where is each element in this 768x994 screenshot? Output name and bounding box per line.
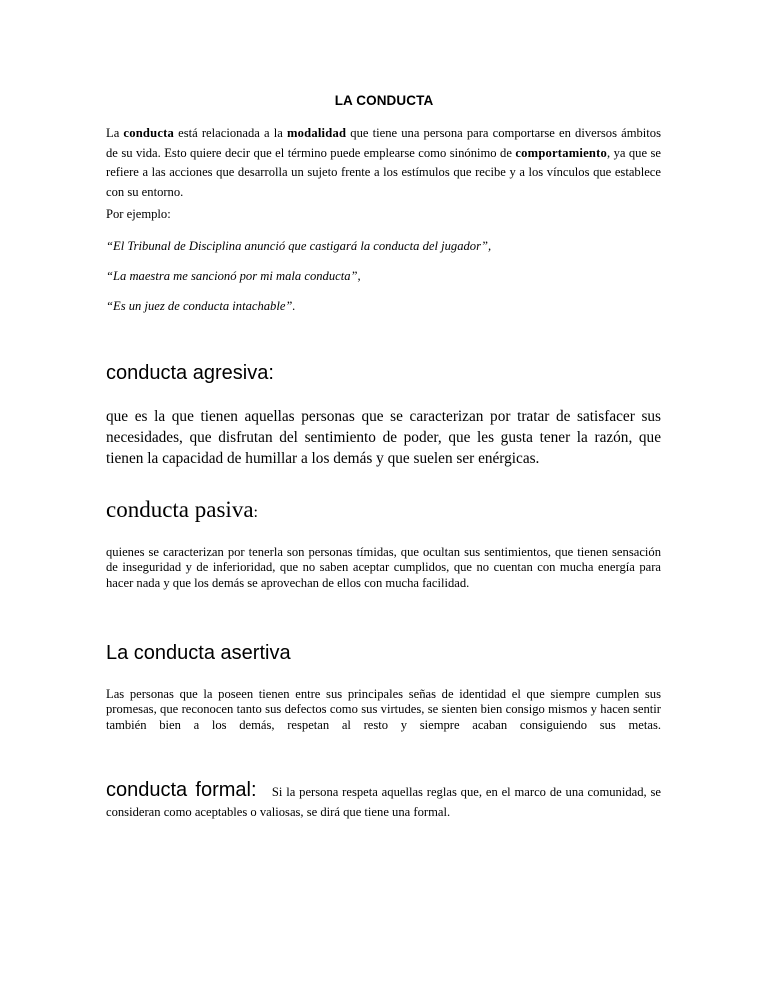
intro-bold-comportamiento: comportamiento (515, 145, 607, 160)
heading-conducta-agresiva: conducta agresiva: (106, 362, 274, 384)
heading-conducta-pasiva-text: conducta pasiva (106, 497, 254, 522)
heading-conducta-asertiva: La conducta asertiva (106, 642, 291, 664)
intro-text-2: está relacionada a la (174, 126, 287, 140)
example-quote-1: “El Tribunal de Disciplina anunció que castigará la conducta del jugador”, (106, 239, 492, 253)
examples-label: Por ejemplo: (106, 207, 171, 221)
paragraph-conducta-formal (106, 780, 661, 822)
example-quote-3: “Es un juez de conducta intachable”. (106, 299, 296, 313)
paragraph-conducta-formal-text: Si la persona respeta aquellas reglas que, en el marco de una comunidad, se consideran como aceptables o valiosas, se dirá que tiene una formal. (106, 785, 661, 819)
intro-text-4: , ya que se refiere a las acciones que desarrolla un sujeto frente a los estímulos que recibe y a los vínculos que establece con su entorno. (106, 145, 661, 200)
intro-text-1: La (106, 126, 124, 140)
paragraph-conducta-pasiva: quienes se caracterizan por tenerla son personas tímidas, que ocultan sus sentimientos, que tienen sensación de inseguridad y de inferioridad, que no saben aceptar cumplidos, que no cuentan con mucha energía para hacer nada y que los demás se aprovechan de ellos con mucha facilidad. (106, 545, 661, 590)
heading-conducta-pasiva-colon: : (253, 504, 258, 521)
example-quote-2: “La maestra me sancionó por mi mala conducta”, (106, 269, 361, 283)
intro-text-3: que tiene una persona para comportarse en diversos ámbitos de su vida. Esto quiere decir que el término puede emplearse como sinónimo de (106, 126, 662, 160)
heading-conducta-formal: conducta formal: (106, 779, 257, 801)
paragraph-conducta-asertiva: Las personas que la poseen tienen entre sus principales señas de identidad el que siempre cumplen sus promesas, que reconocen tanto sus defectos como sus virtudes, se sienten bien consigo mismos y hacen sentir también bien a los demás, respetan al resto y siempre acaban consiguiendo sus metas. (106, 687, 661, 732)
heading-conducta-pasiva (106, 496, 661, 527)
intro-bold-modalidad: modalidad (286, 126, 347, 140)
paragraph-conducta-agresiva: que es la que tienen aquellas personas que se caracterizan por tratar de satisfacer sus necesidades, que disfrutan del sentimiento de poder, que les gusta tener la razón, que tienen la capacidad de humillar a los demás y que suelen ser enérgicas. (106, 408, 661, 467)
intro-bold-conducta: conducta (123, 126, 175, 140)
page-title: LA CONDUCTA (334, 93, 434, 108)
intro-paragraph (106, 124, 661, 203)
